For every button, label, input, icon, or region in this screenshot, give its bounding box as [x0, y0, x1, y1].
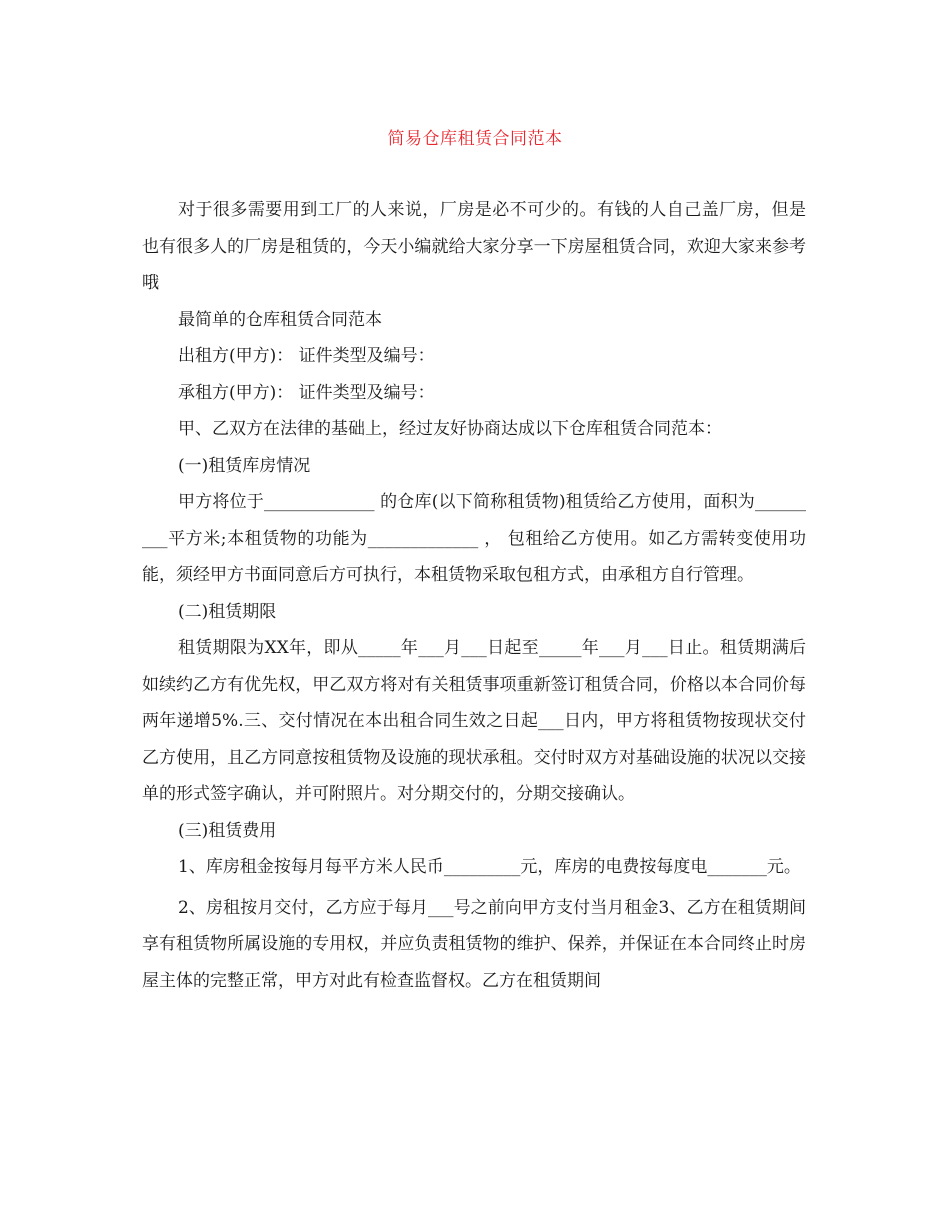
section-1-paragraph: 甲方将位于_____________ 的仓库(以下简称租赁物)租赁给乙方使用，面积为_________平方米;本租赁物的功能为_____________ ， 包租给乙方使用。如乙方需转变使用功能，须经甲方书面同意后方可执行，本租赁物采取包租方式，由承租方自行管理。: [142, 492, 806, 585]
document-body: [142, 192, 806, 999]
lessee-line: 承租方(甲方)： 证件类型及编号：: [178, 382, 435, 403]
section-3-item-1: 1、库房租金按每月每平方米人民币_________元，库房的电费按每度电_______元。: [178, 857, 801, 877]
section-heading-1: (一)租赁库房情况: [178, 455, 311, 476]
section-heading-3: (三)租赁费用: [178, 820, 277, 841]
section-3-item-2: 2、房租按月交付，乙方应于每月___号之前向甲方支付当月租金3、乙方在租赁期间享有租赁物所属设施的专用权，并应负责租赁物的维护、保养，并保证在本合同终止时房屋主体的完整正常，甲方对此有检查监督权。乙方在租赁期间: [142, 897, 806, 991]
section-heading-2: (二)租赁期限: [178, 601, 277, 622]
intro-paragraph: 对于很多需要用到工厂的人来说，厂房是必不可少的。有钱的人自己盖厂房，但是也有很多人的厂房是租赁的，今天小编就给大家分享一下房屋租赁合同，欢迎大家来参考哦: [142, 200, 806, 293]
lessor-line: 出租方(甲方)： 证件类型及编号：: [178, 346, 435, 366]
document-title: 简易仓库租赁合同范本: [387, 129, 563, 149]
contract-heading: 最简单的仓库租赁合同范本: [178, 309, 382, 330]
preamble-paragraph: 甲、乙双方在法律的基础上，经过友好协商达成以下仓库租赁合同范本：: [178, 419, 722, 439]
section-2-paragraph: 租赁期限为XX年，即从_____年___月___日起至_____年___月___日止。租赁期满后如续约乙方有优先权，甲乙双方将对有关租赁事项重新签订租赁合同，价格以本合同价每两年递增5%.三、交付情况在本出租合同生效之日起___日内，甲方将租赁物按现状交付乙方使用，且乙方同意按租赁物及设施的现状承租。交付时双方对基础设施的状况以交接单的形式签字确认，并可附照片。对分期交付的，分期交接确认。: [142, 638, 806, 804]
